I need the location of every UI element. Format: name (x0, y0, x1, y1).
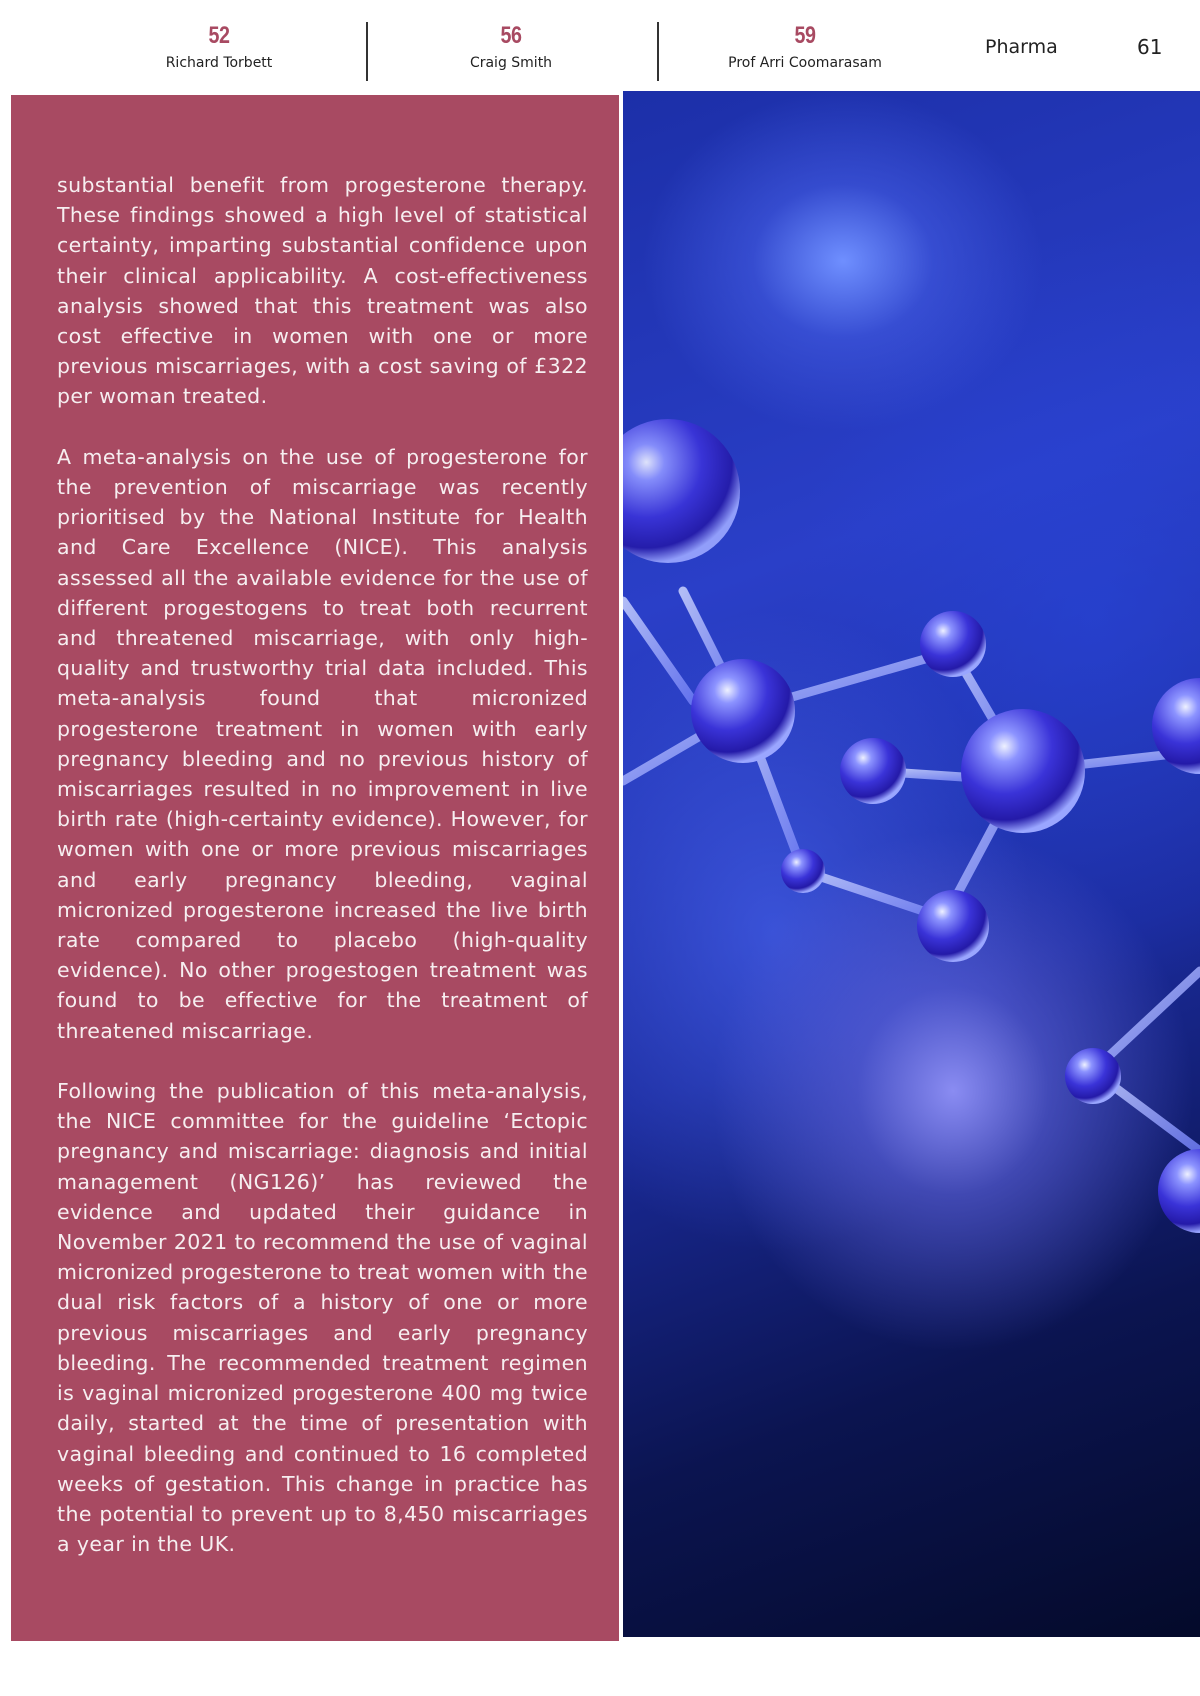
article-paragraph: substantial benefit from progesterone therapy. These findings showed a high level of statistical certainty, imparting substantial confidence upon their clinical applicability. A cost-effectiveness analysis showed that this treatment was also cost effective in women with one or more previous miscarriages, with a cost saving of £322 per woman treated. (57, 173, 588, 409)
article-text-panel (11, 95, 619, 1641)
page-number: 61 (1137, 35, 1163, 59)
article-page-number: 56 (500, 22, 522, 49)
header-divider (366, 22, 368, 81)
article-link-2[interactable] (411, 22, 611, 72)
article-body (57, 170, 588, 1559)
section-label: Pharma (985, 36, 1058, 58)
article-link-1[interactable] (119, 22, 319, 72)
article-page-number: 52 (208, 22, 230, 49)
page-header (0, 0, 1200, 92)
molecule-illustration (623, 91, 1200, 1637)
article-author: Richard Torbett (165, 55, 273, 71)
molecule-image (623, 91, 1200, 1637)
molecule-atoms (623, 419, 1200, 1233)
header-divider (657, 22, 659, 81)
article-author: Craig Smith (469, 55, 553, 71)
article-paragraph: Following the publication of this meta-analysis, the NICE committee for the guideline ‘Ectopic pregnancy and miscarriage: diagnosis and initial management (NG126)’ has reviewed the evidence and updated their guidance in November 2021 to recommend the use of vaginal micronized progesterone to treat women with the dual risk factors of a history of one or more previous miscarriages and early pregnancy bleeding. The recommended treatment regimen is vaginal micronized progesterone 400 mg twice daily, started at the time of presentation with vaginal bleeding and continued to 16 completed weeks of gestation. This change in practice has the potential to prevent up to 8,450 miscarriages a year in the UK. (57, 1079, 588, 1557)
article-page-number: 59 (794, 22, 816, 49)
article-author: Prof Arri Coomarasam (728, 55, 882, 71)
article-paragraph: A meta-analysis on the use of progesterone for the prevention of miscarriage was recently prioritised by the National Institute for Health and Care Excellence (NICE). This analysis assessed all the available evidence for the use of different progestogens to treat both recurrent and threatened miscarriage, with only high-quality and trustworthy trial data included. This meta-analysis found that micronized progesterone treatment in women with early pregnancy bleeding and no previous history of miscarriages resulted in no improvement in live birth rate (high-certainty evidence). However, for women with one or more previous miscarriages and early pregnancy bleeding, vaginal micronized progesterone increased the live birth rate compared to placebo (high-quality evidence). No other progestogen treatment was found to be effective for the treatment of threatened miscarriage. (57, 444, 588, 1043)
article-link-3[interactable] (685, 22, 925, 72)
